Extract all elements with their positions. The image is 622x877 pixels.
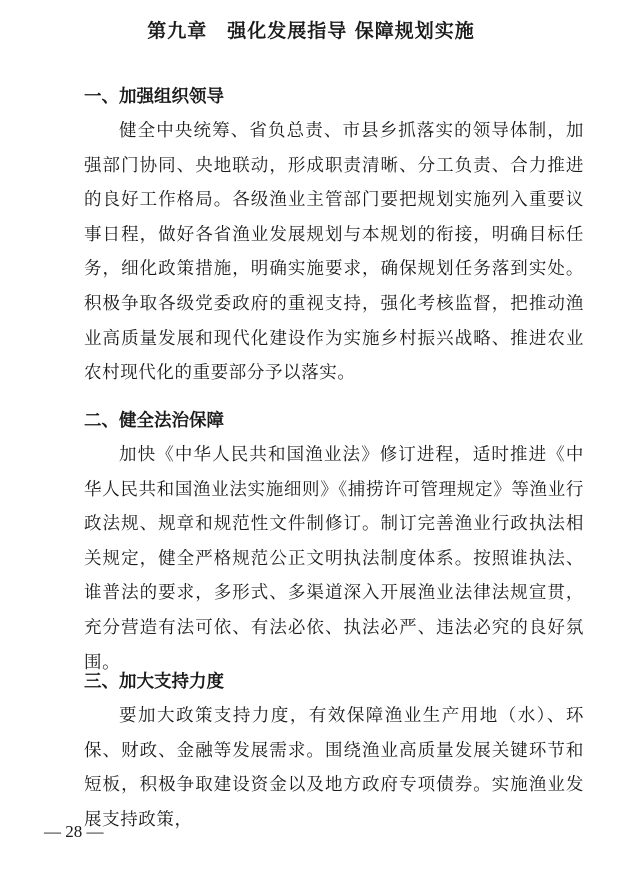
section-paragraph: 加快《中华人民共和国渔业法》修订进程，适时推进《中华人民共和国渔业法实施细则》《捕捞许可管理规定》等渔业行政法规、规章和规范性文件制修订。制订完善渔业行政执法相关规定，健全严格规范公正文明执法制度体系。按照谁执法、谁普法的要求，多形式、多渠道深入开展渔业法律法规宣贯，充分营造有法可依、有法必依、执法必严、违法必究的良好氛围。 [84,445,584,673]
section-heading: 二、健全法治保障 [84,411,224,431]
page-number: — 28 — [44,822,104,841]
section-heading: 一、加强组织领导 [84,87,224,107]
section-paragraph: 健全中央统筹、省负总责、市县乡抓落实的领导体制，加强部门协同、央地联动，形成职责清晰、分工负责、合力推进的良好工作格局。各级渔业主管部门要把规划实施列入重要议事日程，做好各省渔业发展规划与本规划的衔接，明确目标任务，细化政策措施，明确实施要求，确保规划任务落到实处。积极争取各级党委政府的重视支持，强化考核监督，把推动渔业高质量发展和现代化建设作为实施乡村振兴战略、推进农业农村现代化的重要部分予以落实。 [84,121,584,384]
chapter-title: 第九章 强化发展指导 保障规划实施 [147,20,475,42]
section-support-strength [84,665,584,837]
section-organization-leadership [84,80,584,391]
section-paragraph: 要加大政策支持力度，有效保障渔业生产用地（水）、环保、财政、金融等发展需求。围绕渔业高质量发展关键环节和短板，积极争取建设资金以及地方政府专项债券。实施渔业发展支持政策， [84,706,584,830]
section-legal-guarantee [84,404,584,680]
section-heading: 三、加大支持力度 [84,672,224,692]
